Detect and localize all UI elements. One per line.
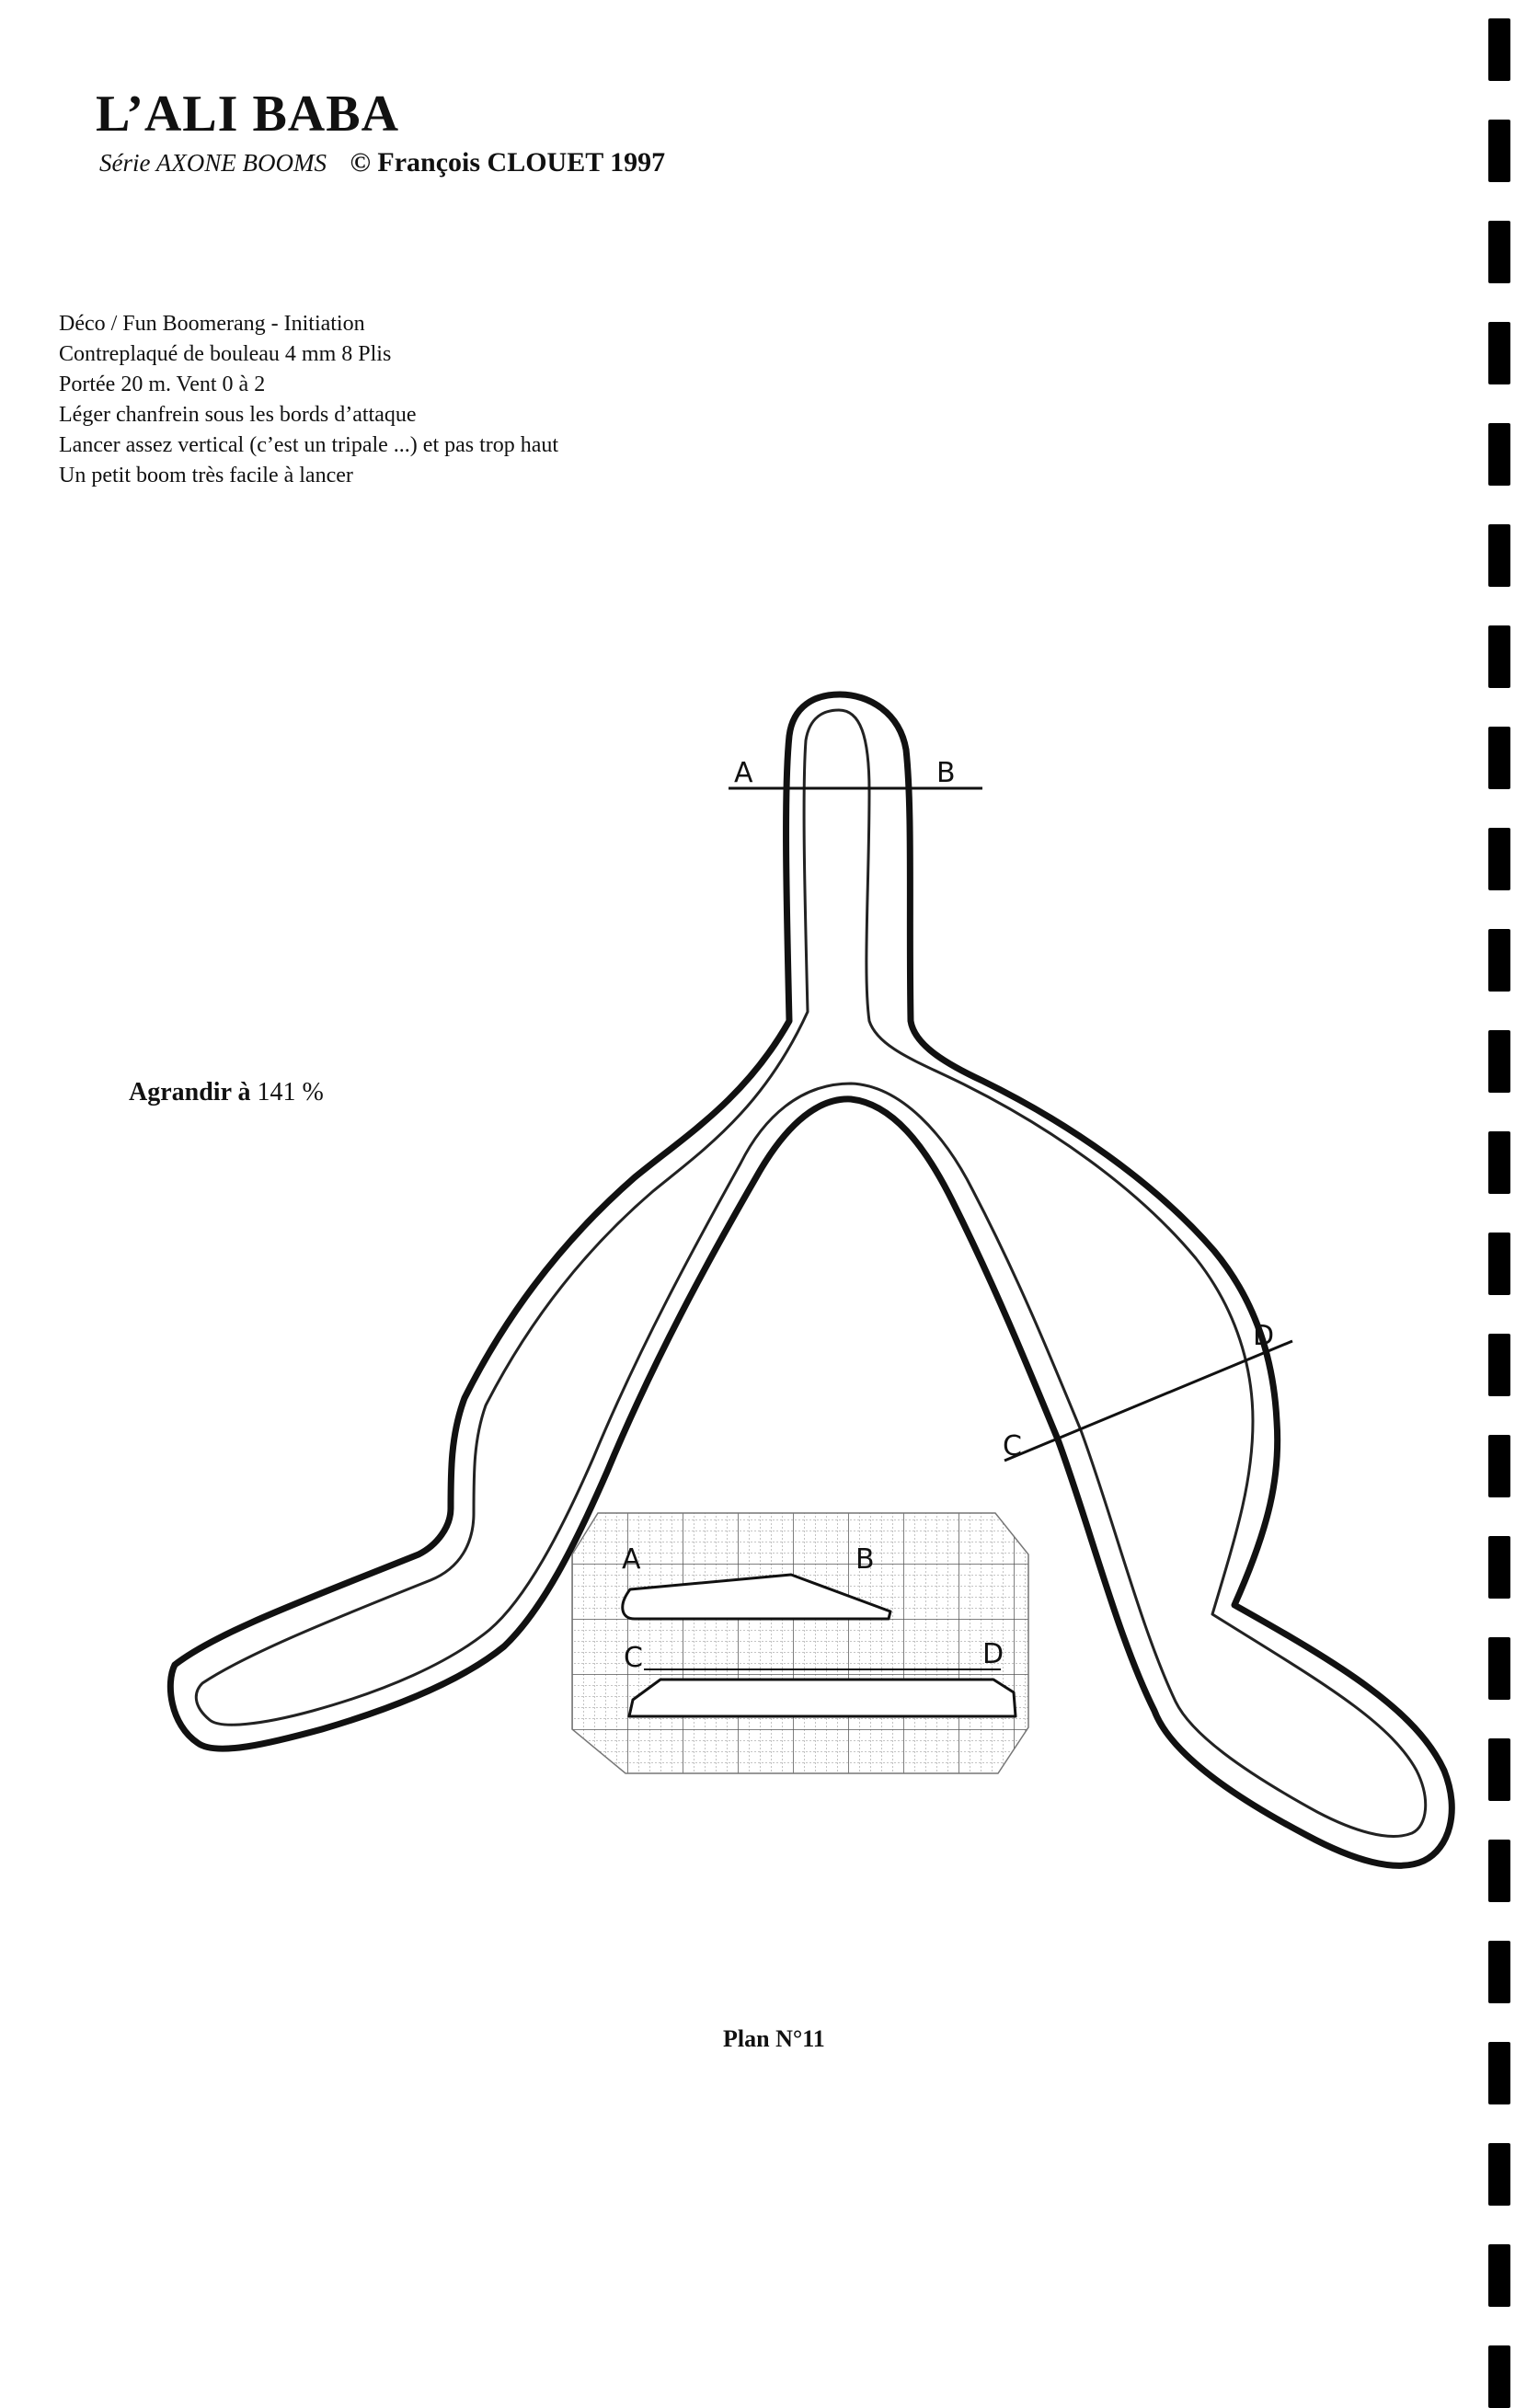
binding-hole (1488, 221, 1510, 283)
binding-hole (1488, 1536, 1510, 1599)
binding-hole (1488, 828, 1510, 890)
binding-hole (1488, 2042, 1510, 2104)
binding-hole (1488, 1030, 1510, 1093)
profile-label-d: D (982, 1638, 1004, 1670)
section-line-cd (1004, 1341, 1292, 1461)
section-label-b: B (936, 757, 956, 789)
spec-line: Lancer assez vertical (c’est un tripale ...) et pas trop haut (59, 433, 559, 457)
spec-line: Léger chanfrein sous les bords d’attaque (59, 403, 417, 427)
section-label-c: C (1003, 1430, 1022, 1462)
section-label-a: A (734, 757, 753, 789)
spec-line: Portée 20 m. Vent 0 à 2 (59, 373, 266, 396)
binding-hole (1488, 929, 1510, 992)
binding-hole (1488, 18, 1510, 81)
binding-hole (1488, 1840, 1510, 1902)
profile-label-b: B (855, 1543, 875, 1576)
plan-number: Plan N°11 (723, 2025, 825, 2052)
spec-line: Déco / Fun Boomerang - Initiation (59, 312, 365, 336)
spec-line: Un petit boom très facile à lancer (59, 464, 353, 487)
plan-title: L’ALI BABA (96, 86, 400, 143)
binding-hole (1488, 120, 1510, 182)
enlarge-label: Agrandir à (129, 1078, 251, 1107)
binding-hole (1488, 322, 1510, 384)
section-label-d: D (1253, 1320, 1275, 1352)
binding-holes (1488, 0, 1516, 2134)
binding-hole (1488, 2345, 1510, 2408)
binding-hole (1488, 1637, 1510, 1700)
binding-hole (1488, 2143, 1510, 2206)
profile-label-c: C (624, 1642, 643, 1674)
binding-hole (1488, 524, 1510, 587)
binding-hole (1488, 727, 1510, 789)
copyright-line: © François CLOUET 1997 (350, 147, 666, 178)
series-name: Série AXONE BOOMS (99, 149, 327, 177)
binding-hole (1488, 625, 1510, 688)
binding-hole (1488, 2244, 1510, 2307)
binding-hole (1488, 1941, 1510, 2003)
profile-label-a: A (622, 1543, 641, 1576)
binding-hole (1488, 1738, 1510, 1801)
binding-hole (1488, 1131, 1510, 1194)
binding-hole (1488, 423, 1510, 486)
spec-line: Contreplaqué de bouleau 4 mm 8 Plis (59, 342, 392, 366)
binding-hole (1488, 1435, 1510, 1497)
binding-hole (1488, 1334, 1510, 1396)
binding-hole (1488, 1233, 1510, 1295)
enlarge-value: 141 % (257, 1078, 324, 1107)
profile-cd (629, 1680, 1016, 1716)
